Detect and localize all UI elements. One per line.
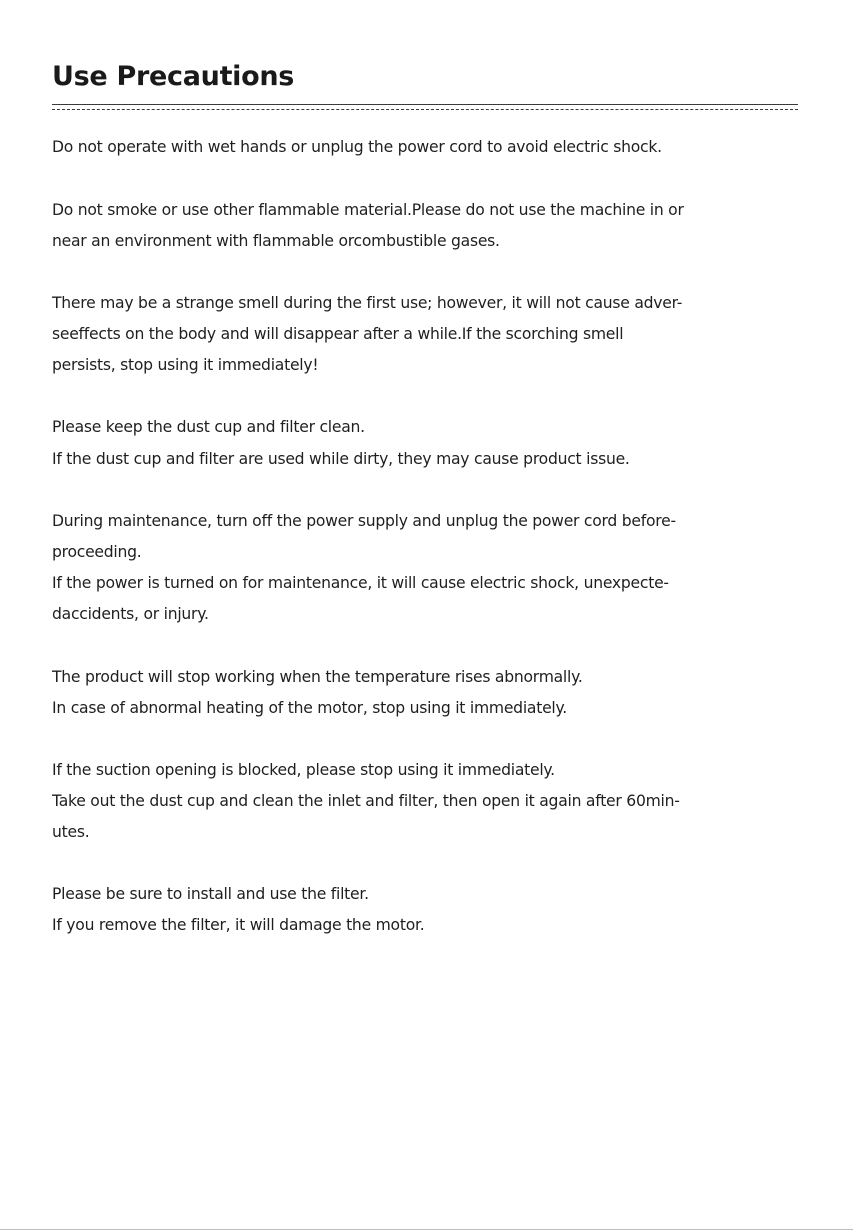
- precaution-line: persists, stop using it immediately!: [52, 356, 319, 374]
- precaution-line: If the power is turned on for maintenance, it will cause electric shock, unexpecte-: [52, 574, 669, 592]
- title-dashed-rule: [52, 109, 798, 110]
- precaution-line: The product will stop working when the temperature rises abnormally.: [52, 668, 583, 686]
- precaution-line: Take out the dust cup and clean the inlet and filter, then open it again after 60min-: [52, 792, 680, 810]
- precaution-line: Please keep the dust cup and filter clean.: [52, 418, 365, 436]
- precaution-line: Please be sure to install and use the filter.: [52, 885, 369, 903]
- page-title: Use Precautions: [52, 61, 295, 92]
- precaution-line: utes.: [52, 823, 90, 841]
- precaution-line: There may be a strange smell during the first use; however, it will not cause adver-: [52, 294, 683, 312]
- precaution-line: During maintenance, turn off the power supply and unplug the power cord before-: [52, 512, 676, 530]
- precaution-line: In case of abnormal heating of the motor, stop using it immediately.: [52, 699, 567, 717]
- precaution-line: seeffects on the body and will disappear after a while.If the scorching smell: [52, 325, 624, 343]
- precaution-line: near an environment with flammable orcombustible gases.: [52, 232, 500, 250]
- precaution-line: daccidents, or injury.: [52, 605, 209, 623]
- precaution-line: If the dust cup and filter are used while dirty, they may cause product issue.: [52, 450, 630, 468]
- title-underline: [52, 104, 798, 105]
- precaution-line: If the suction opening is blocked, please stop using it immediately.: [52, 761, 555, 779]
- precaution-line: proceeding.: [52, 543, 142, 561]
- page-bottom-edge: [0, 1229, 853, 1230]
- precaution-line: Do not smoke or use other flammable material.Please do not use the machine in or: [52, 201, 684, 219]
- precaution-line: If you remove the filter, it will damage the motor.: [52, 916, 425, 934]
- precaution-line: Do not operate with wet hands or unplug the power cord to avoid electric shock.: [52, 138, 662, 156]
